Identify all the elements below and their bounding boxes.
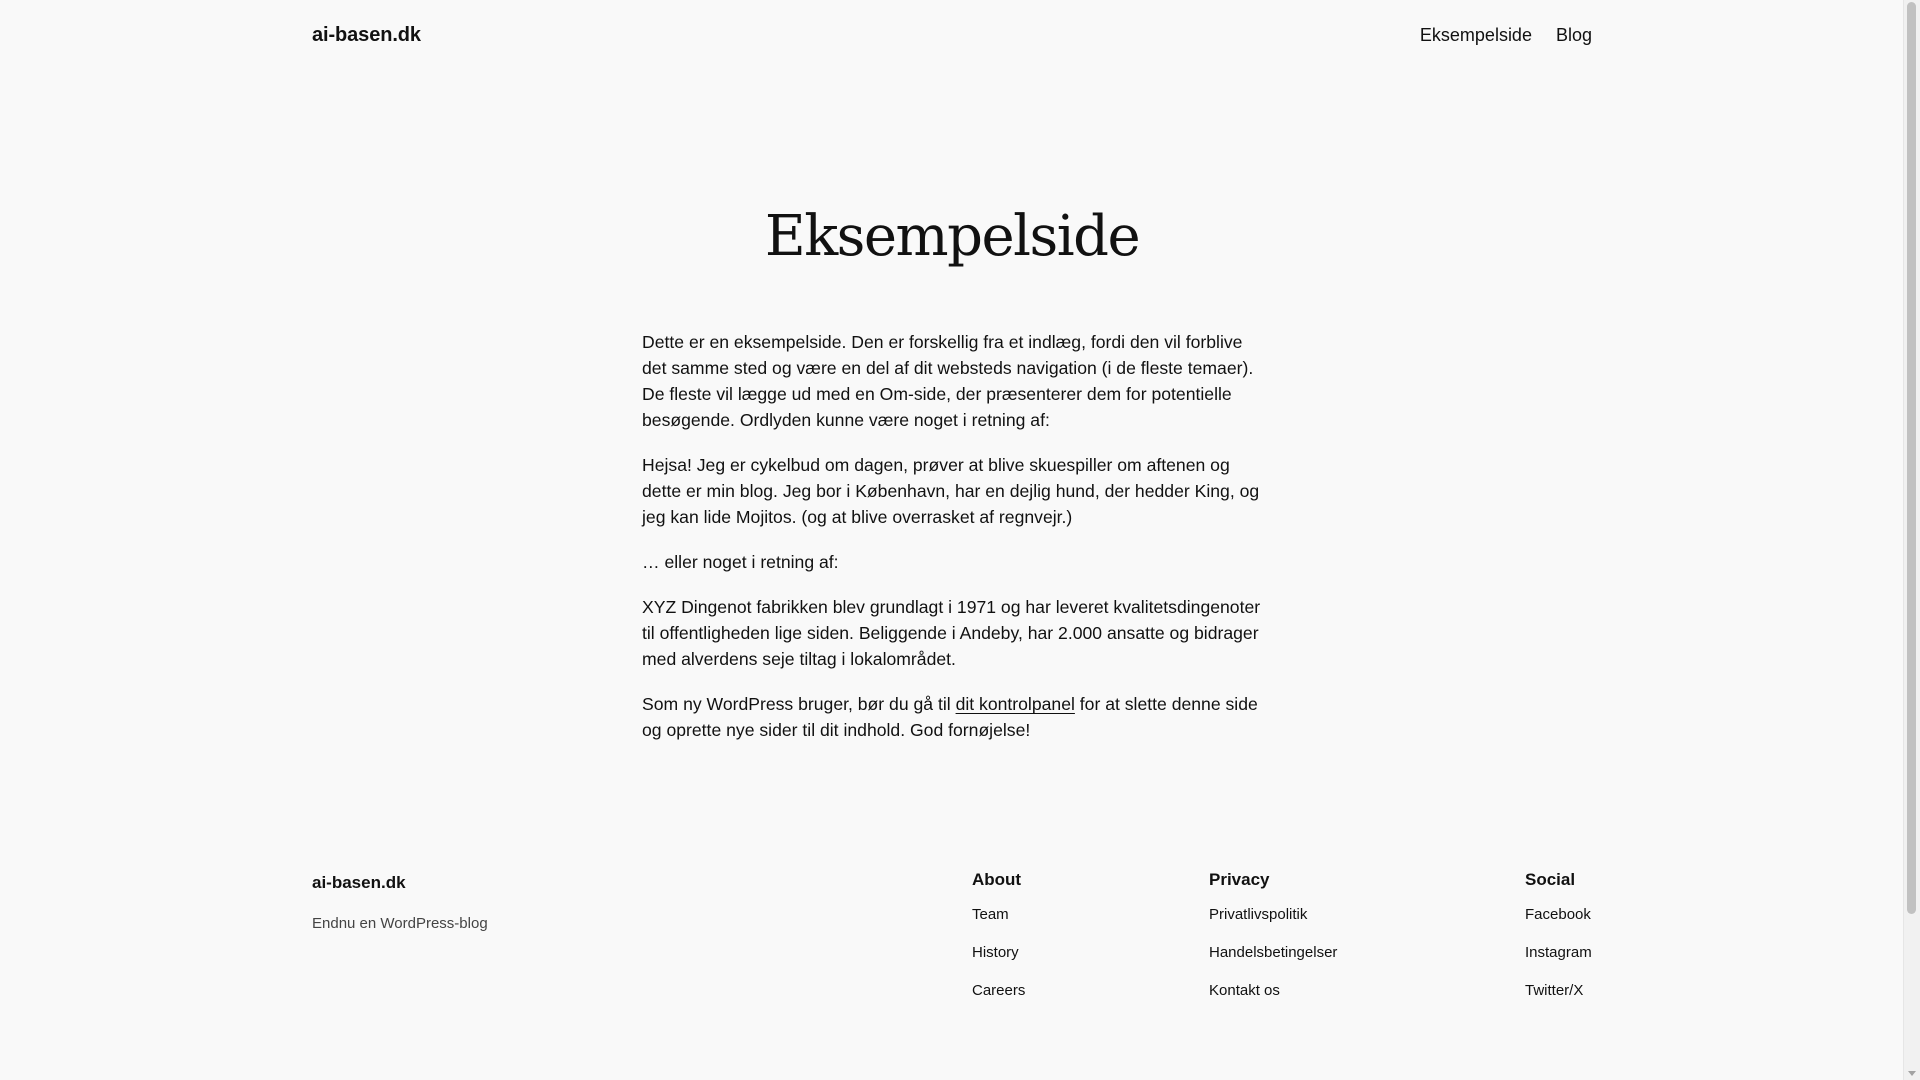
nav-item-blog[interactable]: Blog [1555,24,1592,45]
scroll-down-arrow-icon[interactable] [1908,1071,1916,1076]
footer-heading-privacy: Privacy [1209,870,1270,889]
scrollbar-thumb[interactable] [1907,2,1916,914]
page-content [642,329,1262,762]
footer-site-title-link[interactable]: ai-basen.dk [312,873,406,892]
footer-tagline: Endnu en WordPress-blog [312,915,488,932]
footer-column-social [1525,870,1592,1018]
footer-heading-about: About [972,870,1022,889]
footer-link-contact[interactable]: Kontakt os [1209,982,1280,999]
footer-column-privacy [1209,870,1337,1018]
paragraph-text-before-link: Som ny WordPress bruger, bør du gå til [642,694,956,715]
content-paragraph-2: Hejsa! Jeg er cykelbud om dagen, prøver at blive skuespiller om aftenen og dette er min blog. Jeg bor i København, har en dejlig hund, der hedder King, og jeg kan lide Mojitos. (og at blive overrasket af regnvejr.) [642,455,1260,528]
footer-link-careers[interactable]: Careers [972,982,1026,999]
footer-link-privacy-policy[interactable]: Privatlivspolitik [1209,906,1308,923]
site-header [312,0,1592,70]
site-title-link[interactable]: ai-basen.dk [312,23,421,46]
content-paragraph-4: XYZ Dingenot fabrikken blev grundlagt i 1971 og har leveret kvalitetsdingenoter til offentligheden lige siden. Beliggende i Andeby, har 2.000 ansatte og bidrager med alverdens seje tiltag i lokalområdet. [642,597,1261,670]
vertical-scrollbar[interactable] [1903,0,1920,1080]
footer-heading-social: Social [1525,870,1576,889]
main-navigation [1420,25,1592,46]
nav-item-eksempelside[interactable]: Eksempelside [1419,24,1532,45]
dashboard-link[interactable]: dit kontrolpanel [955,694,1075,715]
paragraph-text-after-link: for at slette denne side og oprette nye sider til dit indhold. God fornøjelse! [642,694,1258,741]
footer-column-about [972,870,1025,1018]
footer-link-team[interactable]: Team [972,906,1009,923]
content-paragraph-3: … eller noget i retning af: [642,552,839,573]
content-paragraph-1: Dette er en eksempelside. Den er forskellig fra et indlæg, fordi den vil forblive det samme sted og være en del af dit websteds navigation (i de fleste temaer). De fleste vil lægge ud med en Om-side, der præsenterer dem for potentielle besøgende. Ordlyden kunne være noget i retning af: [642,332,1254,431]
page-title: Eksempelside [764,204,1140,269]
footer-link-instagram[interactable]: Instagram [1525,944,1592,961]
footer-link-terms[interactable]: Handelsbetingelser [1209,944,1338,961]
footer-link-history[interactable]: History [972,944,1019,961]
site-footer [312,865,1592,1015]
footer-brand [312,873,488,932]
footer-link-facebook[interactable]: Facebook [1525,906,1591,923]
footer-link-twitter[interactable]: Twitter/X [1525,982,1584,999]
content-paragraph-5 [642,691,1262,743]
